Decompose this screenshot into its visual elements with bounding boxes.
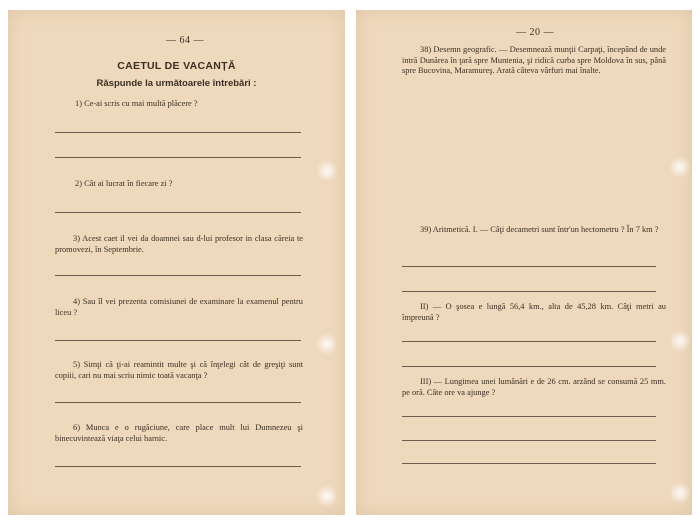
answer-line: [402, 366, 656, 367]
fold-mark: [316, 333, 338, 355]
question-39-i: 39) Aritmetică. I. — Câţi decametri sunt într'un hectometru ? În 7 km ?: [420, 225, 659, 234]
question-38: 38) Desemn geografic. — Desemnează munţii Carpaţi, începând de unde intră Dunărea în ţară spre Muntenia, şi ridică curba spre Moldova în sus, până spre Bucovina, Maramureş. Arată câteva vârfuri mai înalte.: [402, 45, 666, 75]
answer-line: [402, 291, 656, 292]
fold-mark: [669, 482, 691, 504]
question-4: 4) Sau îl vei prezenta comisiunei de examinare la examenul pentru liceu ?: [55, 297, 303, 317]
answer-line: [402, 416, 656, 417]
left-page: [8, 10, 345, 515]
answer-line: [402, 266, 656, 267]
answer-line: [55, 132, 301, 133]
page-number: — 20 —: [516, 27, 554, 38]
question-3: 3) Acest caet il vei da doamnei sau d-lui profesor in clasa căreia te promovezi, în Septembrie.: [55, 234, 303, 254]
fold-mark: [316, 485, 338, 507]
answer-line: [402, 463, 656, 464]
answer-line: [55, 402, 301, 403]
question-39-iii: III) — Lungimea unei lumânări e de 26 cm. arzând se consumă 25 mm. pe oră. Câte ore va ajunge ?: [402, 377, 666, 397]
fold-mark: [669, 330, 691, 352]
question-5: 5) Simţi că ţi-ai reamintit multe şi că înţelegi cât de greşiţi sunt copiii, cari nu mai scriu nimic toată vacanţa ?: [55, 360, 303, 380]
answer-line: [402, 341, 656, 342]
right-page: [356, 10, 692, 515]
answer-line: [55, 157, 301, 158]
answer-line: [55, 340, 301, 341]
page-subtitle: Răspunde la următoarele întrebări :: [96, 78, 257, 89]
fold-mark: [669, 156, 691, 178]
question-2: 2) Cât ai lucrat în fiecare zi ?: [75, 179, 173, 188]
answer-line: [55, 275, 301, 276]
answer-line: [55, 212, 301, 213]
page-number: — 64 —: [166, 35, 204, 46]
question-1: 1) Ce-ai scris cu mai multă plăcere ?: [75, 99, 198, 108]
answer-line: [402, 440, 656, 441]
answer-line: [55, 466, 301, 467]
page-title: CAETUL DE VACANȚĂ: [117, 60, 236, 72]
fold-mark: [316, 160, 338, 182]
question-39-ii: II) — O şosea e lungă 56,4 km., alta de 45,28 km. Câţi metri au împreună ?: [402, 302, 666, 322]
question-6: 6) Munca e o rugăciune, care place mult lui Dumnezeu şi binecuvintează viaţa celui harnic.: [55, 423, 303, 443]
